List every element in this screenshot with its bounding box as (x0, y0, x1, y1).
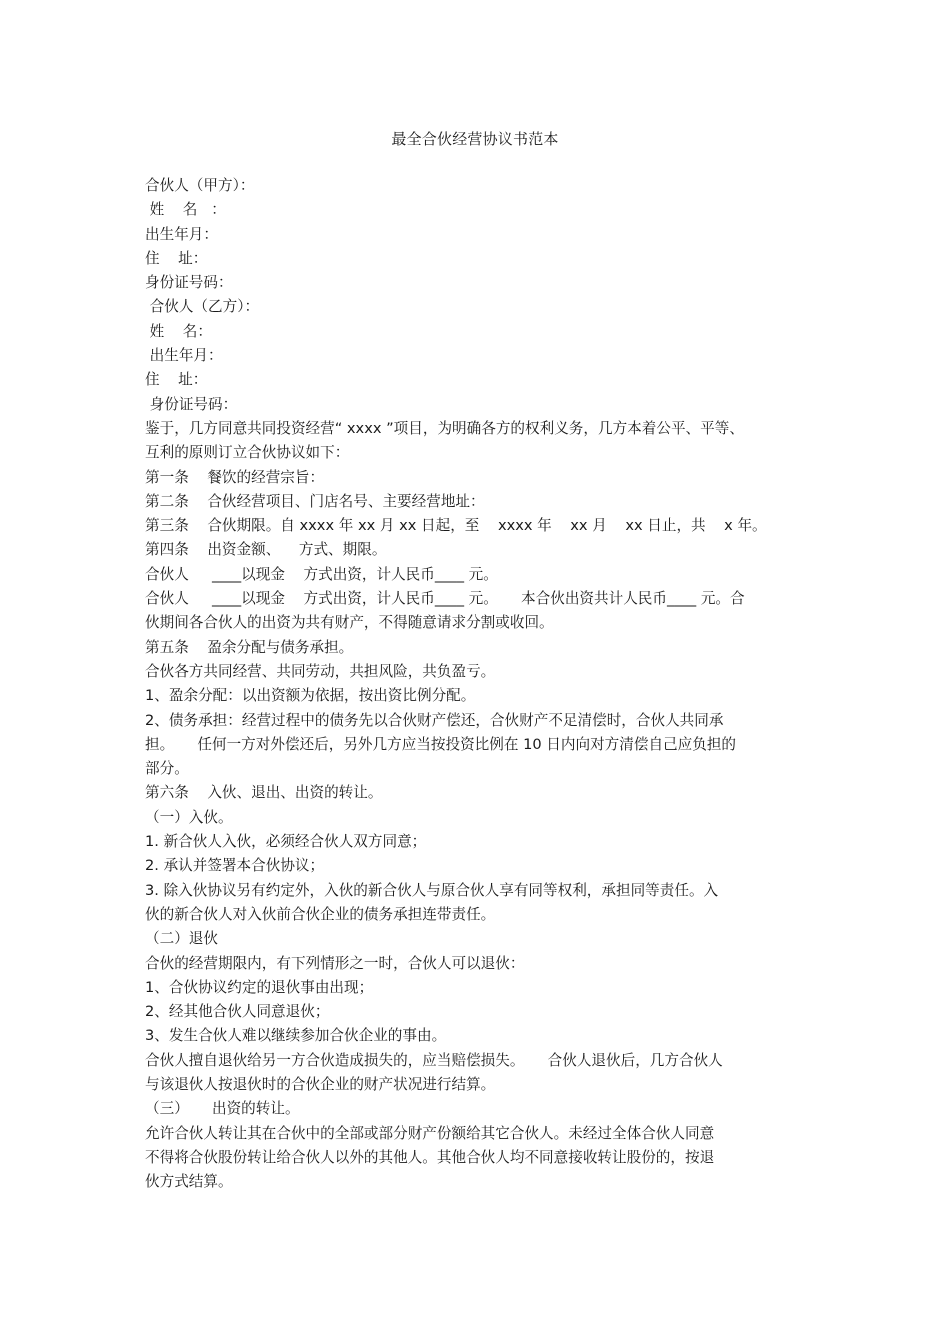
document-line: 1、合伙协议约定的退伙事由出现； (145, 978, 374, 996)
document-line: 与该退伙人按退伙时的合伙企业的财产状况进行结算。 (145, 1075, 496, 1093)
document-line: 姓 名： (145, 322, 212, 340)
document-line: 鉴于，几方同意共同投资经营“ xxxx ”项目，为明确各方的权利义务，几方本着公平、平等、 (145, 419, 744, 437)
document-line: 2、债务承担：经营过程中的债务先以合伙财产偿还，合伙财产不足清偿时，合伙人共同承 (145, 711, 724, 729)
document-line: 合伙各方共同经营、共同劳动，共担风险，共负盈亏。 (145, 662, 496, 680)
document-line: 1. 新合伙人入伙，必须经合伙人双方同意； (145, 833, 427, 851)
document-line: 允许合伙人转让其在合伙中的全部或部分财产份额给其它合伙人。未经过全体合伙人同意 (145, 1124, 715, 1142)
document-line: 合伙人擅自退伙给另一方合伙造成损失的，应当赔偿损失。 合伙人退伙后，几方合伙人 (145, 1051, 723, 1069)
document-line: 出生年月： (145, 347, 223, 365)
document-line: 3、发生合伙人难以继续参加合伙企业的事由。 (145, 1027, 447, 1045)
document-line: 第六条 入伙、退出、出资的转让。 (145, 784, 383, 802)
document-line: 第三条 合伙期限。自 xxxx 年 xx 月 xx 日起，至 xxxx 年 xx 月 xx 日止，共 x 年。 (145, 517, 767, 535)
document-line: 第一条 餐饮的经营宗旨： (145, 468, 325, 486)
document-line: 合伙人（乙方）： (145, 298, 260, 316)
document-line: 2. 承认并签署本合伙协议； (145, 857, 325, 875)
document-line: 出生年月： (145, 225, 218, 243)
document-title: 最全合伙经营协议书范本 (391, 130, 559, 148)
document-line: 部分。 (145, 760, 189, 778)
document-line: （二）退伙 (145, 930, 218, 948)
document-line: 合伙人 ____以现金 方式出资，计人民币____ 元。 本合伙出资共计人民币____ 元。合 (145, 590, 745, 608)
document-line: 伙方式结算。 (145, 1173, 233, 1191)
document-line: 互利的原则订立合伙协议如下： (145, 444, 350, 462)
document-line: 伙的新合伙人对入伙前合伙企业的债务承担连带责任。 (145, 905, 496, 923)
document-line: 不得将合伙股份转让给合伙人以外的其他人。其他合伙人均不同意接收转让股份的，按退 (145, 1148, 715, 1166)
document-line: （三） 出资的转让。 (145, 1100, 300, 1118)
document-line: 第五条 盈余分配与债务承担。 (145, 638, 354, 656)
document-line: 担。 任何一方对外偿还后，另外几方应当按投资比例在 10 日内向对方清偿自己应负担的 (145, 735, 737, 753)
document-line: 身份证号码： (145, 395, 238, 413)
document-line: （一）入伙。 (145, 808, 233, 826)
document-line: 身份证号码： (145, 274, 233, 292)
document-line: 第二条 合伙经营项目、门店名号、主要经营地址： (145, 492, 485, 510)
document-line: 姓 名 ： (145, 201, 226, 219)
document-line: 住 址： (145, 371, 208, 389)
document-line: 伙期间各合伙人的出资为共有财产，不得随意请求分割或收回。 (145, 614, 554, 632)
document-line: 2、经其他合伙人同意退伙； (145, 1003, 330, 1021)
document-line: 住 址： (145, 249, 208, 267)
document-line: 1、盈余分配：以出资额为依据，按出资比例分配。 (145, 687, 476, 705)
document-line: 合伙人（甲方）： (145, 177, 255, 194)
document-body (145, 174, 817, 1194)
document-line: 合伙的经营期限内，有下列情形之一时，合伙人可以退伙： (145, 954, 525, 972)
document-line: 第四条 出资金额、 方式、期限。 (145, 541, 387, 559)
document-line: 3. 除入伙协议另有约定外，入伙的新合伙人与原合伙人享有同等权利，承担同等责任。入 (145, 881, 719, 899)
document-line: 合伙人 ____以现金 方式出资，计人民币____ 元。 (145, 565, 498, 583)
